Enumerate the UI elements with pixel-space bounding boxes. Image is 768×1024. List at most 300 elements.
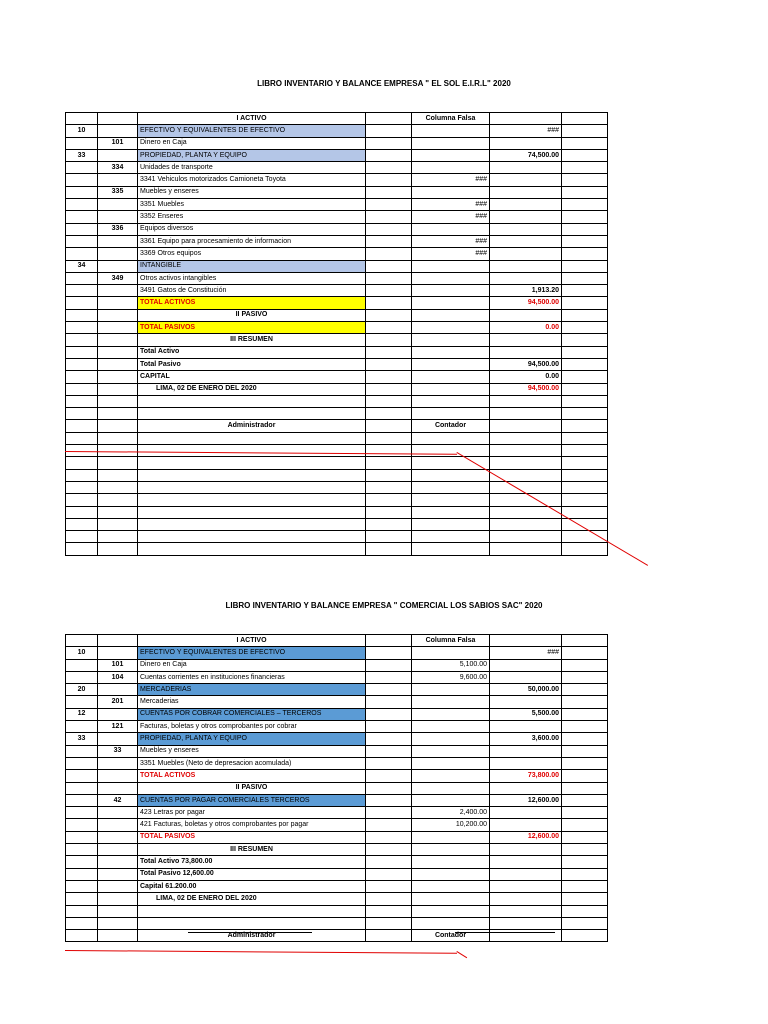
doc1-table-cell <box>98 469 138 481</box>
doc2-strike-line-horizontal <box>65 950 457 954</box>
doc2-table-cell <box>412 733 490 745</box>
doc1-table-cell <box>562 334 608 346</box>
doc2-table-cell <box>366 708 412 720</box>
doc1-table-cell <box>98 199 138 211</box>
doc2-table-cell <box>490 671 562 683</box>
doc1-table-cell <box>562 322 608 334</box>
doc2-table-cell <box>366 647 412 659</box>
doc2-table-cell: Capital 61.200.00 <box>138 880 366 892</box>
doc1-table-cell: ### <box>490 125 562 137</box>
doc1-table-row <box>66 309 608 321</box>
doc1-table-cell <box>366 445 412 457</box>
doc1-table-row <box>66 137 608 149</box>
doc1-table-cell: Columna Falsa <box>412 113 490 125</box>
doc1-table-row <box>66 358 608 370</box>
doc1-contador-signature-line <box>455 432 555 433</box>
doc1-table-row <box>66 543 608 555</box>
doc1-table-cell <box>412 469 490 481</box>
doc2-table-cell <box>490 782 562 794</box>
doc1-table-cell <box>490 186 562 198</box>
doc1-table-row <box>66 235 608 247</box>
doc1-table-cell <box>366 285 412 297</box>
doc1-table-cell <box>490 248 562 260</box>
doc1-admin-signature-line <box>188 432 312 433</box>
doc1-table-cell <box>562 469 608 481</box>
doc2-table-row <box>66 807 608 819</box>
doc1-table-cell: 0.00 <box>490 322 562 334</box>
doc2-table-cell: 121 <box>98 721 138 733</box>
doc1-table-cell <box>562 346 608 358</box>
doc2-table-cell <box>66 844 98 856</box>
doc1-table-cell: TOTAL PASIVOS <box>138 322 366 334</box>
doc1-table-cell: ### <box>412 211 490 223</box>
doc1-table-cell <box>412 358 490 370</box>
doc1-table-cell <box>66 322 98 334</box>
doc2-table-cell: 2,400.00 <box>412 807 490 819</box>
doc1-table-cell <box>490 162 562 174</box>
doc1-table-cell <box>490 211 562 223</box>
doc1-table-cell <box>98 420 138 432</box>
doc2-table-cell <box>366 782 412 794</box>
doc1-table-row <box>66 125 608 137</box>
doc1-table-cell: 336 <box>98 223 138 235</box>
doc2-table-cell <box>412 880 490 892</box>
doc1-table-cell <box>366 309 412 321</box>
doc1-table-cell: INTANGIBLE <box>138 260 366 272</box>
doc2-table-cell: Administrador <box>138 930 366 942</box>
doc2-table-row <box>66 684 608 696</box>
doc1-table-cell <box>562 211 608 223</box>
doc2-table-cell <box>366 733 412 745</box>
doc1-table-cell: Total Activo <box>138 346 366 358</box>
doc1-table-cell <box>66 186 98 198</box>
doc1-table-cell <box>98 309 138 321</box>
doc1-table-cell <box>138 445 366 457</box>
doc1-table-cell <box>66 469 98 481</box>
doc1-table-cell <box>412 297 490 309</box>
doc1-table-cell <box>412 481 490 493</box>
doc1-table-cell <box>490 199 562 211</box>
doc2-table-cell <box>562 647 608 659</box>
doc1-table-row <box>66 420 608 432</box>
doc2-table-cell <box>412 782 490 794</box>
doc1-table-cell <box>412 531 490 543</box>
doc1-table-cell <box>562 162 608 174</box>
doc1-table-cell <box>66 358 98 370</box>
doc1-table-cell <box>412 322 490 334</box>
doc1-table-cell: 3361 Equipo para procesamiento de informacion <box>138 235 366 247</box>
doc1-table-cell <box>412 518 490 530</box>
doc2-table-cell <box>366 757 412 769</box>
doc2-table-cell <box>412 745 490 757</box>
doc1-table-row <box>66 186 608 198</box>
doc2-table-cell: Facturas, boletas y otros comprobantes por cobrar <box>138 721 366 733</box>
doc1-table-cell: 74,500.00 <box>490 149 562 161</box>
doc2-table-cell <box>562 635 608 647</box>
doc1-table-cell <box>412 346 490 358</box>
doc1-table-cell <box>412 125 490 137</box>
doc2-table-cell <box>412 647 490 659</box>
doc2-table-cell <box>66 905 98 917</box>
doc1-table-cell <box>98 408 138 420</box>
doc1-table-cell <box>98 235 138 247</box>
doc1-table-cell <box>66 481 98 493</box>
doc2-table-cell: 33 <box>66 733 98 745</box>
doc1-table-cell <box>98 248 138 260</box>
doc1-table-cell <box>66 457 98 469</box>
doc1-table-cell <box>562 199 608 211</box>
doc1-table-cell <box>412 137 490 149</box>
doc1-table-cell <box>138 469 366 481</box>
doc2-table-cell <box>66 782 98 794</box>
doc2-table-cell: 5,100.00 <box>412 659 490 671</box>
doc1-table-cell <box>366 248 412 260</box>
doc1-table-cell <box>490 457 562 469</box>
doc2-table-cell: Total Pasivo 12,600.00 <box>138 868 366 880</box>
doc2-table-cell <box>66 856 98 868</box>
doc1-table-cell: 349 <box>98 272 138 284</box>
doc2-table-cell: 50,000.00 <box>490 684 562 696</box>
doc2-table-cell: III RESUMEN <box>138 844 366 856</box>
doc2-table-cell <box>66 868 98 880</box>
doc2-table-cell <box>412 757 490 769</box>
doc2-table-row <box>66 770 608 782</box>
doc1-table-cell: Equipos diversos <box>138 223 366 235</box>
doc1-table-cell <box>98 531 138 543</box>
doc2-table-row <box>66 708 608 720</box>
doc2-table-cell: Dinero en Caja <box>138 659 366 671</box>
doc2-table-cell <box>412 831 490 843</box>
doc2-strike-line-diagonal <box>456 951 467 958</box>
doc1-table-cell <box>490 309 562 321</box>
doc2-table-cell <box>66 880 98 892</box>
doc1-table-cell <box>412 285 490 297</box>
doc2-table-row <box>66 794 608 806</box>
doc1-table-cell <box>366 113 412 125</box>
doc2-table-cell <box>366 770 412 782</box>
doc1-table-cell <box>366 149 412 161</box>
doc2-table-cell <box>98 868 138 880</box>
doc1-table-row <box>66 371 608 383</box>
doc2-table-cell <box>562 831 608 843</box>
doc1-table-cell <box>490 494 562 506</box>
doc2-table-cell: 10 <box>66 647 98 659</box>
doc2-table-cell <box>66 831 98 843</box>
doc2-table-cell <box>562 819 608 831</box>
doc1-table-cell <box>562 420 608 432</box>
doc1-table-cell <box>366 371 412 383</box>
doc1-table-row <box>66 149 608 161</box>
doc1-table-row <box>66 174 608 186</box>
doc1-table-cell <box>138 531 366 543</box>
doc1-table-cell <box>412 506 490 518</box>
doc1-table-cell <box>66 235 98 247</box>
doc2-table-cell <box>562 880 608 892</box>
doc1-table-cell <box>490 346 562 358</box>
doc2-table-cell <box>366 930 412 942</box>
doc2-table-row <box>66 868 608 880</box>
doc2-table-cell <box>98 647 138 659</box>
doc2-table-cell <box>412 856 490 868</box>
doc1-table-cell: I ACTIVO <box>138 113 366 125</box>
doc1-table-cell: III RESUMEN <box>138 334 366 346</box>
doc2-table-row <box>66 831 608 843</box>
doc2-table-cell <box>138 917 366 929</box>
doc1-table-cell <box>366 481 412 493</box>
doc1-table-cell <box>98 371 138 383</box>
doc1-table-cell <box>366 346 412 358</box>
doc2-table-cell <box>412 696 490 708</box>
doc2-table-cell <box>562 917 608 929</box>
doc1-table-cell: 335 <box>98 186 138 198</box>
doc2-table-cell <box>562 905 608 917</box>
doc1-table-cell <box>98 494 138 506</box>
doc1-table-cell <box>66 420 98 432</box>
doc1-title: LIBRO INVENTARIO Y BALANCE EMPRESA " EL SOL E.I.R.L" 2020 <box>257 79 511 88</box>
doc2-balance-table <box>65 634 608 942</box>
doc1-table-cell <box>66 334 98 346</box>
doc1-table-cell <box>562 383 608 395</box>
doc2-table-cell <box>98 733 138 745</box>
doc1-table-cell <box>66 248 98 260</box>
doc2-table-cell: 3351 Muebles (Neto de depresacion acomulada) <box>138 757 366 769</box>
doc1-table-cell <box>562 223 608 235</box>
doc1-table-cell <box>562 309 608 321</box>
doc1-table-cell <box>562 125 608 137</box>
doc1-table-cell <box>490 420 562 432</box>
doc1-table-cell <box>98 211 138 223</box>
doc1-table-cell <box>412 260 490 272</box>
doc1-table-cell: 94,500.00 <box>490 358 562 370</box>
doc1-table-cell <box>562 186 608 198</box>
doc2-table-row <box>66 733 608 745</box>
doc2-table-cell <box>562 745 608 757</box>
doc1-table-cell <box>66 211 98 223</box>
doc1-table-cell: 0.00 <box>490 371 562 383</box>
doc2-table-cell <box>98 856 138 868</box>
doc1-table-cell: 3352 Enseres <box>138 211 366 223</box>
doc2-table-cell <box>412 684 490 696</box>
doc1-table-cell <box>66 199 98 211</box>
doc2-table-cell: 10,200.00 <box>412 819 490 831</box>
doc2-table-cell: ### <box>490 647 562 659</box>
doc2-table-cell: Total Activo 73,800.00 <box>138 856 366 868</box>
doc1-table-row <box>66 322 608 334</box>
doc1-table-row <box>66 395 608 407</box>
doc1-table-cell: 3369 Otros equipos <box>138 248 366 260</box>
doc1-table-cell <box>412 334 490 346</box>
doc1-table-cell: 1,913.20 <box>490 285 562 297</box>
doc2-table-cell: 12,600.00 <box>490 794 562 806</box>
doc1-table-cell <box>66 506 98 518</box>
doc1-table-row <box>66 162 608 174</box>
doc2-table-row <box>66 757 608 769</box>
doc1-table-cell <box>366 518 412 530</box>
doc1-table-cell <box>98 297 138 309</box>
doc2-table-cell <box>562 757 608 769</box>
doc1-table-cell: ### <box>412 248 490 260</box>
doc2-table-cell <box>98 782 138 794</box>
doc2-table-cell <box>66 635 98 647</box>
doc1-table-cell: Dinero en Caja <box>138 137 366 149</box>
doc1-table-cell <box>366 395 412 407</box>
doc1-table-cell <box>412 494 490 506</box>
doc1-table-cell: EFECTIVO Y EQUIVALENTES DE EFECTIVO <box>138 125 366 137</box>
doc2-table-cell <box>98 770 138 782</box>
doc1-table-cell <box>98 506 138 518</box>
doc1-table-cell <box>366 211 412 223</box>
doc1-table-cell <box>138 432 366 444</box>
doc2-table-cell: 9,600.00 <box>412 671 490 683</box>
doc1-table-cell <box>66 137 98 149</box>
doc1-table-cell <box>366 358 412 370</box>
doc1-table-cell <box>562 506 608 518</box>
doc2-table-cell <box>562 696 608 708</box>
doc2-table-cell <box>66 659 98 671</box>
doc2-table-cell <box>562 844 608 856</box>
doc2-table-cell <box>98 684 138 696</box>
doc1-table-row <box>66 334 608 346</box>
doc2-table-cell <box>366 659 412 671</box>
doc2-table-row <box>66 647 608 659</box>
doc2-admin-signature-line <box>188 932 312 933</box>
doc1-table-cell <box>66 494 98 506</box>
doc1-table-cell <box>138 481 366 493</box>
doc1-table-cell <box>98 383 138 395</box>
doc1-table-cell: 10 <box>66 125 98 137</box>
doc1-table-cell <box>98 358 138 370</box>
doc2-table-cell: 101 <box>98 659 138 671</box>
doc1-table-cell <box>138 457 366 469</box>
doc2-table-cell <box>366 696 412 708</box>
doc2-table-cell <box>412 721 490 733</box>
doc2-table-cell <box>562 770 608 782</box>
doc2-table-cell <box>490 807 562 819</box>
doc2-table-cell: 421 Facturas, boletas y otros comprobantes por pagar <box>138 819 366 831</box>
doc1-table-cell <box>412 162 490 174</box>
doc2-table-cell <box>98 831 138 843</box>
doc1-table-cell <box>66 543 98 555</box>
doc2-table-cell: II PASIVO <box>138 782 366 794</box>
doc1-table-cell <box>490 432 562 444</box>
doc1-table-row <box>66 211 608 223</box>
doc1-table-cell <box>98 125 138 137</box>
doc2-table-cell <box>412 844 490 856</box>
doc2-table-cell: 20 <box>66 684 98 696</box>
doc1-table-cell <box>66 223 98 235</box>
doc1-table-cell <box>412 408 490 420</box>
doc1-table-cell: Total Pasivo <box>138 358 366 370</box>
doc1-table-cell <box>366 235 412 247</box>
doc1-table-row <box>66 260 608 272</box>
doc1-table-cell <box>562 235 608 247</box>
doc2-table-cell <box>98 905 138 917</box>
doc2-table-cell <box>562 930 608 942</box>
doc2-table-cell: 201 <box>98 696 138 708</box>
doc2-table-cell: CUENTAS POR PAGAR COMERCIALES TERCEROS <box>138 794 366 806</box>
doc1-table-cell <box>490 235 562 247</box>
doc1-table-cell <box>490 445 562 457</box>
doc1-table-row <box>66 383 608 395</box>
doc1-table-cell <box>98 285 138 297</box>
doc2-table-cell <box>366 794 412 806</box>
doc1-table-cell <box>562 543 608 555</box>
doc1-table-cell: Administrador <box>138 420 366 432</box>
doc2-table-cell <box>366 671 412 683</box>
doc1-table-cell <box>366 531 412 543</box>
doc2-title: LIBRO INVENTARIO Y BALANCE EMPRESA " COMERCIAL LOS SABIOS SAC" 2020 <box>225 601 543 610</box>
doc2-table-cell: 33 <box>98 745 138 757</box>
doc2-table-row <box>66 659 608 671</box>
doc2-table-cell: MERCADERIAS <box>138 684 366 696</box>
doc2-table-cell <box>366 807 412 819</box>
doc2-table-row <box>66 880 608 892</box>
doc1-table-cell <box>412 371 490 383</box>
doc1-table-cell <box>412 272 490 284</box>
doc2-table-cell: 423 Letras por pagar <box>138 807 366 819</box>
doc1-table-cell <box>366 408 412 420</box>
doc1-table-cell <box>562 481 608 493</box>
doc2-table-cell: Cuentas corrientes en instituciones financieras <box>138 671 366 683</box>
doc1-table-cell <box>138 494 366 506</box>
doc2-table-cell <box>490 659 562 671</box>
doc1-table-cell <box>562 272 608 284</box>
doc2-table-row <box>66 635 608 647</box>
doc2-table-row <box>66 671 608 683</box>
doc1-table-row <box>66 113 608 125</box>
doc1-table-cell: 334 <box>98 162 138 174</box>
doc1-table-cell <box>66 346 98 358</box>
doc1-table-cell <box>562 260 608 272</box>
doc2-table-row <box>66 819 608 831</box>
doc2-table-cell <box>366 721 412 733</box>
doc1-table-cell <box>366 322 412 334</box>
doc1-table-cell <box>98 518 138 530</box>
doc2-table-row <box>66 721 608 733</box>
doc1-table-cell <box>562 408 608 420</box>
doc1-table-cell: ### <box>412 199 490 211</box>
doc2-table-cell: I ACTIVO <box>138 635 366 647</box>
doc1-table-row <box>66 285 608 297</box>
doc1-table-cell <box>66 371 98 383</box>
doc2-table-cell <box>562 807 608 819</box>
doc2-table-cell <box>366 880 412 892</box>
doc2-table-cell <box>98 844 138 856</box>
doc2-table-cell <box>66 745 98 757</box>
doc2-table-cell: Contador <box>412 930 490 942</box>
doc1-table-cell <box>562 395 608 407</box>
doc1-table-cell <box>66 531 98 543</box>
doc1-table-cell <box>490 395 562 407</box>
doc2-table-cell: 42 <box>98 794 138 806</box>
doc2-table-cell <box>562 856 608 868</box>
doc2-table-cell: 12 <box>66 708 98 720</box>
doc2-table-cell <box>562 721 608 733</box>
doc1-table-cell <box>98 113 138 125</box>
doc2-table-cell: 73,800.00 <box>490 770 562 782</box>
doc1-table-cell: 3341 Vehiculos motorizados Camioneta Toyota <box>138 174 366 186</box>
doc1-table-cell <box>562 174 608 186</box>
doc1-table-cell <box>490 408 562 420</box>
doc2-table-cell <box>490 819 562 831</box>
doc1-table-cell <box>66 383 98 395</box>
doc1-table-cell <box>562 248 608 260</box>
doc2-table-cell <box>66 757 98 769</box>
doc1-table-cell <box>66 309 98 321</box>
doc1-table-cell <box>66 408 98 420</box>
doc2-table-cell: 104 <box>98 671 138 683</box>
doc1-table-cell <box>66 162 98 174</box>
